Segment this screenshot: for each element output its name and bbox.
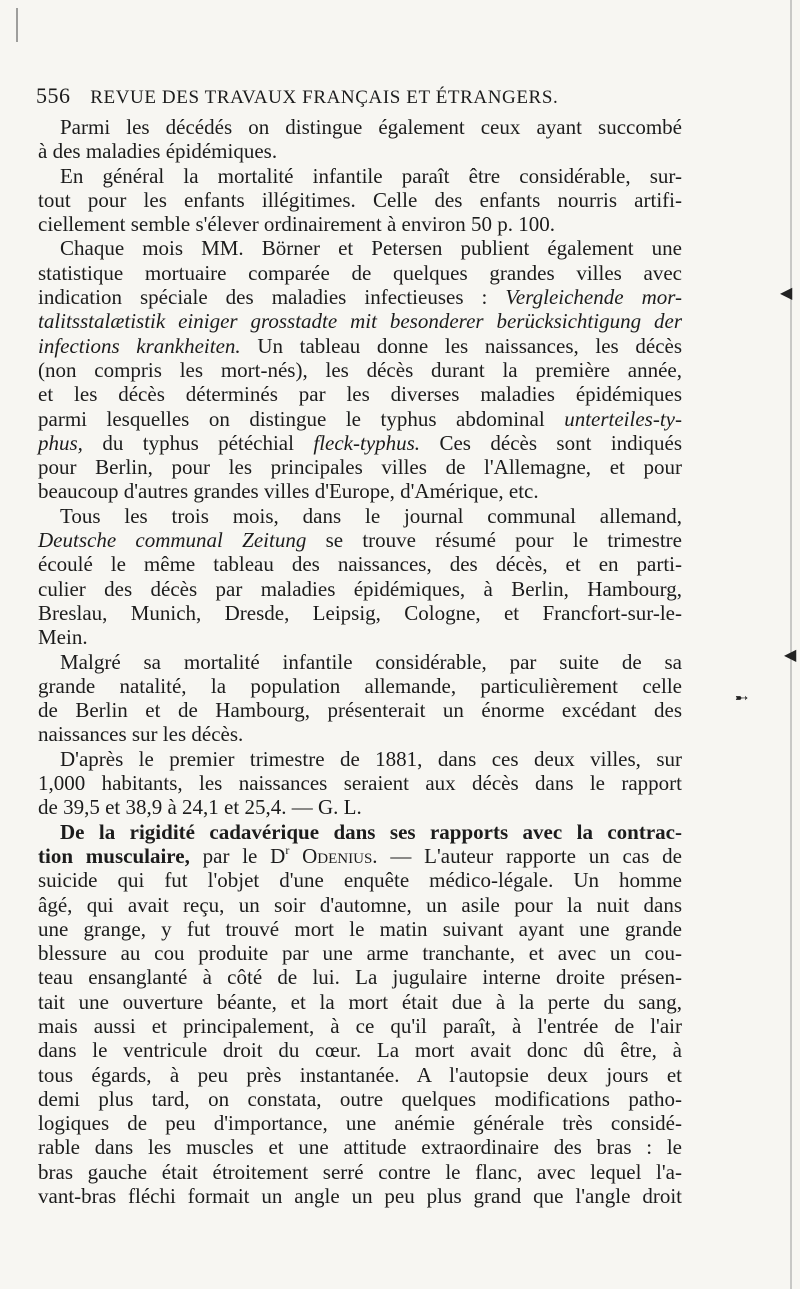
text-line: Chaque mois MM. Börner et Petersen publient également une <box>60 236 682 261</box>
text-line: tous égards, à peu près instantanée. A l'autopsie deux jours et <box>38 1062 682 1087</box>
running-title: REVUE DES TRAVAUX FRANÇAIS ET ÉTRANGERS. <box>90 87 559 108</box>
text-line: de 39,5 et 38,9 à 24,1 et 25,4. — G. L. <box>38 795 362 820</box>
text-line: Mein. <box>38 625 88 650</box>
text-line: âgé, qui avait reçu, un soir d'automne, un asile pour la nuit dans <box>38 892 682 917</box>
text-line: D'après le premier trimestre de 1881, dans ces deux villes, sur <box>60 746 682 771</box>
text-line: logiques de peu d'importance, une anémie générale très considé- <box>38 1111 682 1136</box>
text-line: tout pour les enfants illégitimes. Celle des enfants nourris artifi- <box>38 187 682 212</box>
text-line: dans le ventricule droit du cœur. La mort avait donc dû être, à <box>38 1038 682 1063</box>
margin-mark-icon: ◀ <box>784 645 797 664</box>
text-line: culier des décès par maladies épidémiques, à Berlin, Hambourg, <box>38 576 682 601</box>
text-line: écoulé le même tableau des naissances, des décès, et en parti- <box>38 552 682 577</box>
text-line: bras gauche était étroitement serré contre le flanc, avec lequel l'a- <box>38 1159 682 1184</box>
text-line: blessure au cou produite par une arme tranchante, et avec un cou- <box>38 941 682 966</box>
text-line: statistique mortuaire comparée de quelques grandes villes avec <box>38 260 682 285</box>
text-line: et les décès déterminés par les diverses maladies épidémiques <box>38 382 682 407</box>
text-line: (non compris les mort-nés), les décès durant la première année, <box>38 357 682 382</box>
text-line: phus, du typhus pétéchial fleck-typhus. Ces décès sont indiqués <box>38 430 682 455</box>
text-line: naissances sur les décès. <box>38 722 244 747</box>
margin-mark-icon: ◀ <box>780 283 793 302</box>
text-line: une grange, y fut trouvé mort le matin suivant ayant une grande <box>38 916 682 941</box>
text-line: rable dans les muscles et une attitude extraordinaire des bras : le <box>38 1135 682 1160</box>
text-line: Deutsche communal Zeitung se trouve résumé pour le trimestre <box>38 528 682 553</box>
text-line: infections krankheiten. Un tableau donne les naissances, les décès <box>38 333 683 358</box>
text-line: demi plus tard, on constata, outre quelques modifications patho- <box>38 1086 682 1111</box>
text-line: à des maladies épidémiques. <box>38 139 278 164</box>
text-line: 1,000 habitants, les naissances seraient aux décès dans le rapport <box>38 771 682 796</box>
text-line: talitsstalætistik einiger grosstadte mit besonderer berücksichtigung der <box>38 309 682 334</box>
margin-mark-icon: ➸ <box>735 688 749 707</box>
text-line: Tous les trois mois, dans le journal communal allemand, <box>60 503 682 528</box>
text-line: de Berlin et de Hambourg, présenterait un énorme excédant des <box>38 698 682 723</box>
binding-mark <box>16 8 28 42</box>
text-line: suicide qui fut l'objet d'une enquête médico-légale. Un homme <box>38 868 682 893</box>
text-line: indication spéciale des maladies infectieuses : Vergleichende mor- <box>38 285 682 310</box>
running-header <box>36 83 676 109</box>
article-body <box>38 115 682 1208</box>
text-line: Parmi les décédés on distingue également ceux ayant succombé <box>60 115 682 139</box>
page-number: 556 <box>36 83 71 108</box>
text-line: mais aussi et principalement, à ce qu'il paraît, à l'entrée de l'air <box>38 1013 682 1038</box>
text-line: En général la mortalité infantile paraît être considérable, sur- <box>60 163 682 188</box>
text-line: Malgré sa mortalité infantile considérable, par suite de sa <box>60 649 682 674</box>
text-line: ciellement semble s'élever ordinairement à environ 50 p. 100. <box>38 212 555 237</box>
text-line: tion musculaire, par le $D^r$ Odenius. — L'auteur rapporte un cas de <box>38 842 682 868</box>
text-line: tait une ouverture béante, et la mort était due à la perte du sang, <box>38 989 682 1014</box>
text-line: pour Berlin, pour les principales villes de l'Allemagne, et pour <box>38 455 682 480</box>
text-line: vant-bras fléchi formait un angle un peu plus grand que l'angle droit <box>38 1184 682 1209</box>
text-line: teau ensanglanté à côté de lui. La jugulaire interne droite présen- <box>38 965 682 990</box>
text-line: grande natalité, la population allemande, particulièrement celle <box>38 673 682 698</box>
text-line: Breslau, Munich, Dresde, Leipsig, Cologne, et Francfort-sur-le- <box>38 600 682 625</box>
text-line: parmi lesquelles on distingue le typhus abdominal unterteiles-ty- <box>38 406 682 431</box>
section-heading-line: De la rigidité cadavérique dans ses rapports avec la contrac- <box>60 819 682 844</box>
text-line: beaucoup d'autres grandes villes d'Europe, d'Amérique, etc. <box>38 479 539 504</box>
